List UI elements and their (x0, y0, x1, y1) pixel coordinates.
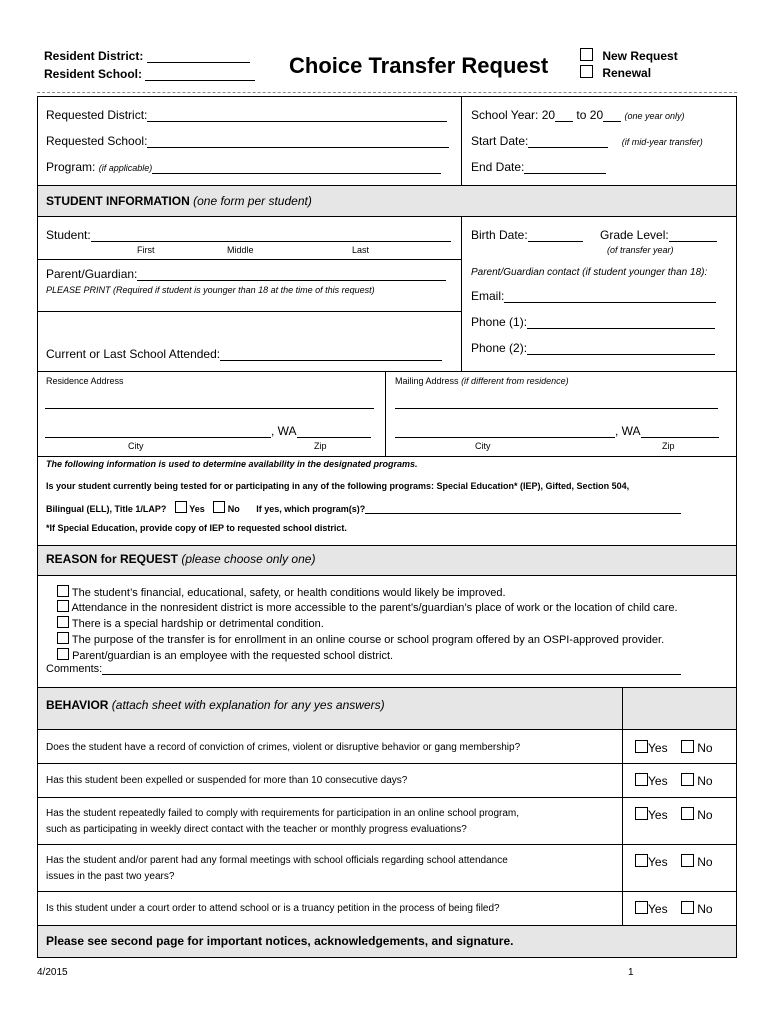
behavior-3-yes-checkbox[interactable] (635, 807, 648, 820)
new-request-checkbox[interactable] (580, 48, 593, 61)
parent-guardian-field[interactable] (137, 269, 446, 281)
behavior-question-5: Is this student under a court order to attend school or is a truancy petition in the process of being filed? (46, 903, 500, 914)
form-date: 4/2015 (37, 967, 68, 978)
residence-zip-field[interactable] (297, 426, 371, 438)
mailing-city-zip: , WA (395, 424, 719, 438)
current-school-field[interactable] (220, 349, 442, 361)
residence-city-field[interactable] (45, 426, 271, 438)
residence-street-field[interactable] (45, 397, 374, 409)
mailing-address-label: Mailing Address (if different from residence) (395, 376, 569, 386)
student-name-field[interactable] (91, 230, 451, 242)
behavior-heading: BEHAVIOR (attach sheet with explanation for any yes answers) (46, 698, 385, 712)
mailing-zip-caption: Zip (662, 441, 675, 451)
mailing-zip-field[interactable] (641, 426, 719, 438)
resident-district-field[interactable] (147, 51, 250, 63)
residence-zip-caption: Zip (314, 441, 327, 451)
programs-yes-checkbox[interactable] (175, 501, 187, 513)
renewal-checkbox[interactable] (580, 65, 593, 78)
first-caption: First (137, 245, 155, 255)
school-year-start-field[interactable] (555, 110, 573, 122)
grade-level-caption: (of transfer year) (607, 245, 674, 255)
behavior-answer-2: Yes No (635, 773, 713, 788)
behavior-3-no-checkbox[interactable] (681, 807, 694, 820)
reason-1-checkbox[interactable] (57, 585, 69, 597)
start-date-field[interactable] (528, 136, 608, 148)
programs-question: Is your student currently being tested for or participating in any of the following programs: Special Education* (IEP), Gifted, Section 504, (46, 481, 630, 491)
reason-option-4[interactable]: The purpose of the transfer is for enrollment in an online course or school program offered by an OSPI-approved provider. (57, 632, 664, 646)
behavior-2-no-checkbox[interactable] (681, 773, 694, 786)
parent-guardian: Parent/Guardian: (46, 267, 446, 281)
requested-school: Requested School: (46, 134, 449, 148)
reason-5-checkbox[interactable] (57, 648, 69, 660)
student-info-heading: STUDENT INFORMATION (one form per student) (46, 194, 312, 208)
end-date-field[interactable] (524, 162, 606, 174)
grade-level: Grade Level: (600, 228, 717, 242)
residence-address-label: Residence Address (46, 376, 124, 386)
sped-note: *If Special Education, provide copy of IEP to requested school district. (46, 523, 347, 533)
program-field[interactable] (152, 162, 441, 174)
comments-field[interactable] (102, 663, 681, 675)
behavior-5-yes-checkbox[interactable] (635, 901, 648, 914)
phone-1-field[interactable] (527, 317, 715, 329)
reason-option-2[interactable]: Attendance in the nonresident district is more accessible to the parent’s/guardian’s place of work or the location of child care. (57, 600, 678, 614)
behavior-answer-5: Yes No (635, 901, 713, 916)
birth-date: Birth Date: (471, 228, 583, 242)
second-page-notice: Please see second page for important notices, acknowledgements, and signature. (46, 934, 514, 948)
birth-date-field[interactable] (528, 230, 583, 242)
mailing-city-field[interactable] (395, 426, 615, 438)
resident-district: Resident District: (44, 49, 250, 63)
reason-option-3[interactable]: There is a special hardship or detrimental condition. (57, 616, 324, 630)
programs-which-field[interactable] (365, 504, 681, 514)
behavior-2-yes-checkbox[interactable] (635, 773, 648, 786)
programs-intro: The following information is used to determine availability in the designated programs. (46, 459, 418, 469)
new-request-option[interactable]: New Request (580, 48, 678, 63)
mailing-street-field[interactable] (395, 397, 718, 409)
reason-option-1[interactable]: The student’s financial, educational, safety, or health conditions would likely be improved. (57, 585, 506, 599)
behavior-question-4: Has the student and/or parent had any formal meetings with school officials regarding school attendance issues in the past two years? (46, 855, 508, 882)
programs-question-answer: Bilingual (ELL), Title 1/LAP? Yes No If yes, which program(s)? (46, 501, 681, 514)
email-field[interactable] (504, 291, 716, 303)
requested-district-field[interactable] (147, 110, 447, 122)
behavior-answer-1: Yes No (635, 740, 713, 755)
requested-school-field[interactable] (147, 136, 449, 148)
page-title: Choice Transfer Request (289, 53, 549, 78)
parent-contact-label: Parent/Guardian contact (if student younger than 18): (471, 267, 708, 278)
end-date: End Date: (471, 160, 606, 174)
behavior-1-yes-checkbox[interactable] (635, 740, 648, 753)
reason-4-checkbox[interactable] (57, 632, 69, 644)
parent-guardian-note: PLEASE PRINT (Required if student is younger than 18 at the time of this request) (46, 285, 375, 295)
email: Email: (471, 289, 716, 303)
programs-no-checkbox[interactable] (213, 501, 225, 513)
middle-caption: Middle (227, 245, 254, 255)
reason-2-checkbox[interactable] (57, 600, 69, 612)
reason-option-5[interactable]: Parent/guardian is an employee with the requested school district. (57, 648, 393, 662)
school-year: School Year: 20 to 20 (one year only) (471, 108, 685, 122)
behavior-question-3: Has the student repeatedly failed to comply with requirements for participation in an online school program, such as participating in weekly direct contact with the teacher or monthly progress evaluations? (46, 808, 520, 835)
requested-district: Requested District: (46, 108, 447, 122)
behavior-4-no-checkbox[interactable] (681, 854, 694, 867)
residence-city-zip: , WA (45, 424, 371, 438)
reason-3-checkbox[interactable] (57, 616, 69, 628)
page-number: 1 (628, 967, 634, 978)
behavior-question-1: Does the student have a record of conviction of crimes, violent or disruptive behavior or gang membership? (46, 742, 521, 753)
current-school: Current or Last School Attended: (46, 347, 442, 361)
resident-school: Resident School: (44, 67, 255, 81)
behavior-answer-3: Yes No (635, 807, 713, 822)
comments: Comments: (46, 663, 681, 675)
student-name: Student: (46, 228, 451, 242)
behavior-4-yes-checkbox[interactable] (635, 854, 648, 867)
grade-level-field[interactable] (669, 230, 717, 242)
phone-2: Phone (2): (471, 341, 715, 355)
phone-1: Phone (1): (471, 315, 715, 329)
mailing-city-caption: City (475, 441, 491, 451)
behavior-answer-4: Yes No (635, 854, 713, 869)
start-date: Start Date: (if mid-year transfer) (471, 134, 703, 148)
header-divider (37, 92, 737, 93)
phone-2-field[interactable] (527, 343, 715, 355)
last-caption: Last (352, 245, 370, 255)
renewal-option[interactable]: Renewal (580, 65, 651, 80)
residence-city-caption: City (128, 441, 144, 451)
resident-school-field[interactable] (145, 69, 255, 81)
behavior-question-2: Has this student been expelled or suspended for more than 10 consecutive days? (46, 775, 408, 786)
behavior-1-no-checkbox[interactable] (681, 740, 694, 753)
behavior-5-no-checkbox[interactable] (681, 901, 694, 914)
reason-heading: REASON for REQUEST (please choose only one) (46, 552, 316, 566)
program: Program: (if applicable) (46, 160, 441, 174)
school-year-end-field[interactable] (603, 110, 621, 122)
